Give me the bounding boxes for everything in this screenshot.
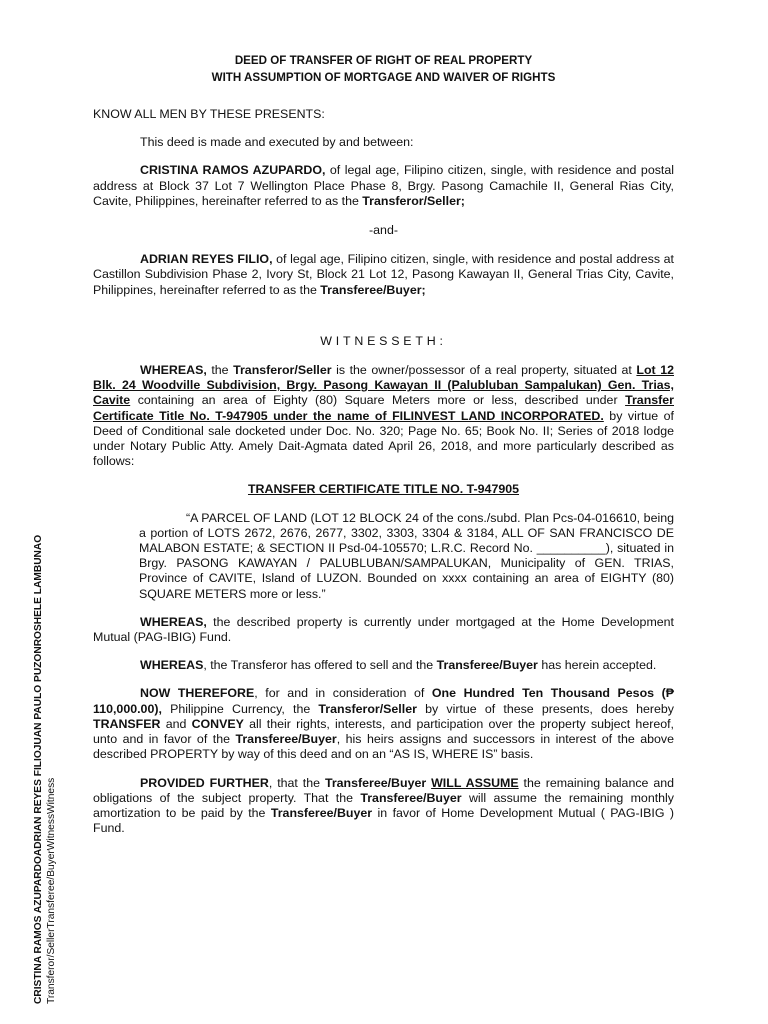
whereas-mortgage-paragraph: WHEREAS, the described property is currently under mortgaged at the Home Development Mutual (PAG-IBIG) Fund.: [93, 614, 674, 645]
transferee-paragraph: ADRIAN REYES FILIO, of legal age, Filipino citizen, single, with residence and postal address at Castillon Subdivision Phase 2, Ivory St, Block 21 Lot 12, Pasong Kawayan II, General Trias City, Cavite, Philippines, hereinafter referred to as the Transferee/Buyer;: [93, 252, 674, 297]
margin-names: CRISTINA RAMOS AZUPARDOADRIAN REYES FILIOJUAN PAULO PUZONROSHELE LAMBUNAO: [33, 534, 44, 1004]
whereas-ownership-paragraph: WHEREAS, the Transferor/Seller is the owner/possessor of a real property, situated at Lot 12 Blk. 24 Woodville Subdivision, Brgy. Pasong Kawayan II (Palubluban Sampalukan) Gen. Trias, Cavite containing an area of Eighty (80) Square Meters more or less, described under Transfer Certificate Title No. T-947905 under the name of FILINVEST LAND INCORPORATED. by virtue of Deed of Conditional sale docketed under Doc. No. 320; Page No. 65; Book No. II; Series of 2018 lodge under Notary Public Atty. Amely Dait-Agmata dated April 26, 2018, and more particularly described as follows:: [93, 363, 674, 469]
transferor-paragraph: CRISTINA RAMOS AZUPARDO, of legal age, Filipino citizen, single, with residence and postal address at Block 37 Lot 7 Wellington Place Phase 8, Brgy. Pasong Camachile II, General Rias City, Cavite, Philippines, hereinafter referred to as the Transferor/Seller;: [93, 163, 674, 208]
know-all-men: KNOW ALL MEN BY THESE PRESENTS:: [93, 107, 325, 121]
margin-roles: Transferor/SellerTransferee/BuyerWitnessWitness: [46, 777, 57, 1004]
property-location: Lot 12 Blk. 24 Woodville Subdivision, Brgy. Pasong Kawayan II (Palubluban Sampalukan) Gen. Trias, Cavite: [93, 363, 674, 408]
margin-signatories: [32, 535, 58, 1004]
deed-document: [93, 52, 674, 836]
whereas-offer-paragraph: WHEREAS, the Transferor has offered to sell and the Transferee/Buyer has herein accepted.: [140, 658, 657, 673]
tct-reference: Transfer Certificate Title No. T-947905 under the name of FILINVEST LAND INCORPORATED.: [93, 393, 674, 423]
now-therefore-paragraph: NOW THEREFORE, for and in consideration of One Hundred Ten Thousand Pesos (₱ 110,000.00), Philippine Currency, the Transferor/Seller by virtue of these presents, does hereby TRANSFER and CONVEY all their rights, interests, and participation over the property subject hereof, unto and in favor of the Transferee/Buyer, his heirs assigns and successors in interest of the above described PROPERTY by way of this deed and on an “AS IS, WHERE IS” basis.: [93, 686, 674, 762]
deed-made-statement: This deed is made and executed by and between:: [140, 135, 414, 150]
transferee-role: Transferee/Buyer;: [320, 282, 426, 297]
provided-further-paragraph: PROVIDED FURTHER, that the Transferee/Buyer WILL ASSUME the remaining balance and obligations of the subject property. That the Transferee/Buyer will assume the remaining monthly amortization to be paid by the Transferee/Buyer in favor of Home Development Mutual ( PAG-IBIG ) Fund.: [93, 775, 675, 836]
witnesseth-heading: WITNESSETH:: [320, 333, 447, 348]
document-title: [93, 52, 674, 86]
will-assume: WILL ASSUME: [431, 775, 519, 790]
tct-heading: TRANSFER CERTIFICATE TITLE NO. T-947905: [247, 482, 520, 497]
and-separator: -and-: [369, 223, 398, 238]
title-line-2: WITH ASSUMPTION OF MORTGAGE AND WAIVER OF RIGHTS: [211, 71, 556, 84]
parcel-description: “A PARCEL OF LAND (LOT 12 BLOCK 24 of the cons./subd. Plan Pcs-04-016610, being a portion of LOTS 2672, 2676, 2677, 3302, 3303, 3304 & 3184, ALL OF SAN FRANCISCO DE MALABON ESTATE; & SECTION II Psd-04-105570; L.R.C. Record No. __________), situated in Brgy. PASONG KAWAYAN / PALUBLUBAN/SAMPALUKAN, Municipality of GEN. TRIAS, Province of CAVITE, Island of LUZON. Bounded on xxxx containing an area of EIGHTY (80) SQUARE METERS more or less.”: [139, 510, 674, 601]
transferee-name: ADRIAN REYES FILIO,: [140, 252, 273, 267]
transferor-role: Transferor/Seller;: [362, 193, 465, 208]
transferor-name: CRISTINA RAMOS AZUPARDO,: [140, 163, 326, 178]
title-line-1: DEED OF TRANSFER OF RIGHT OF REAL PROPERTY: [234, 54, 533, 67]
consideration-amount: One Hundred Ten Thousand Pesos (₱ 110,000.00),: [93, 686, 674, 716]
